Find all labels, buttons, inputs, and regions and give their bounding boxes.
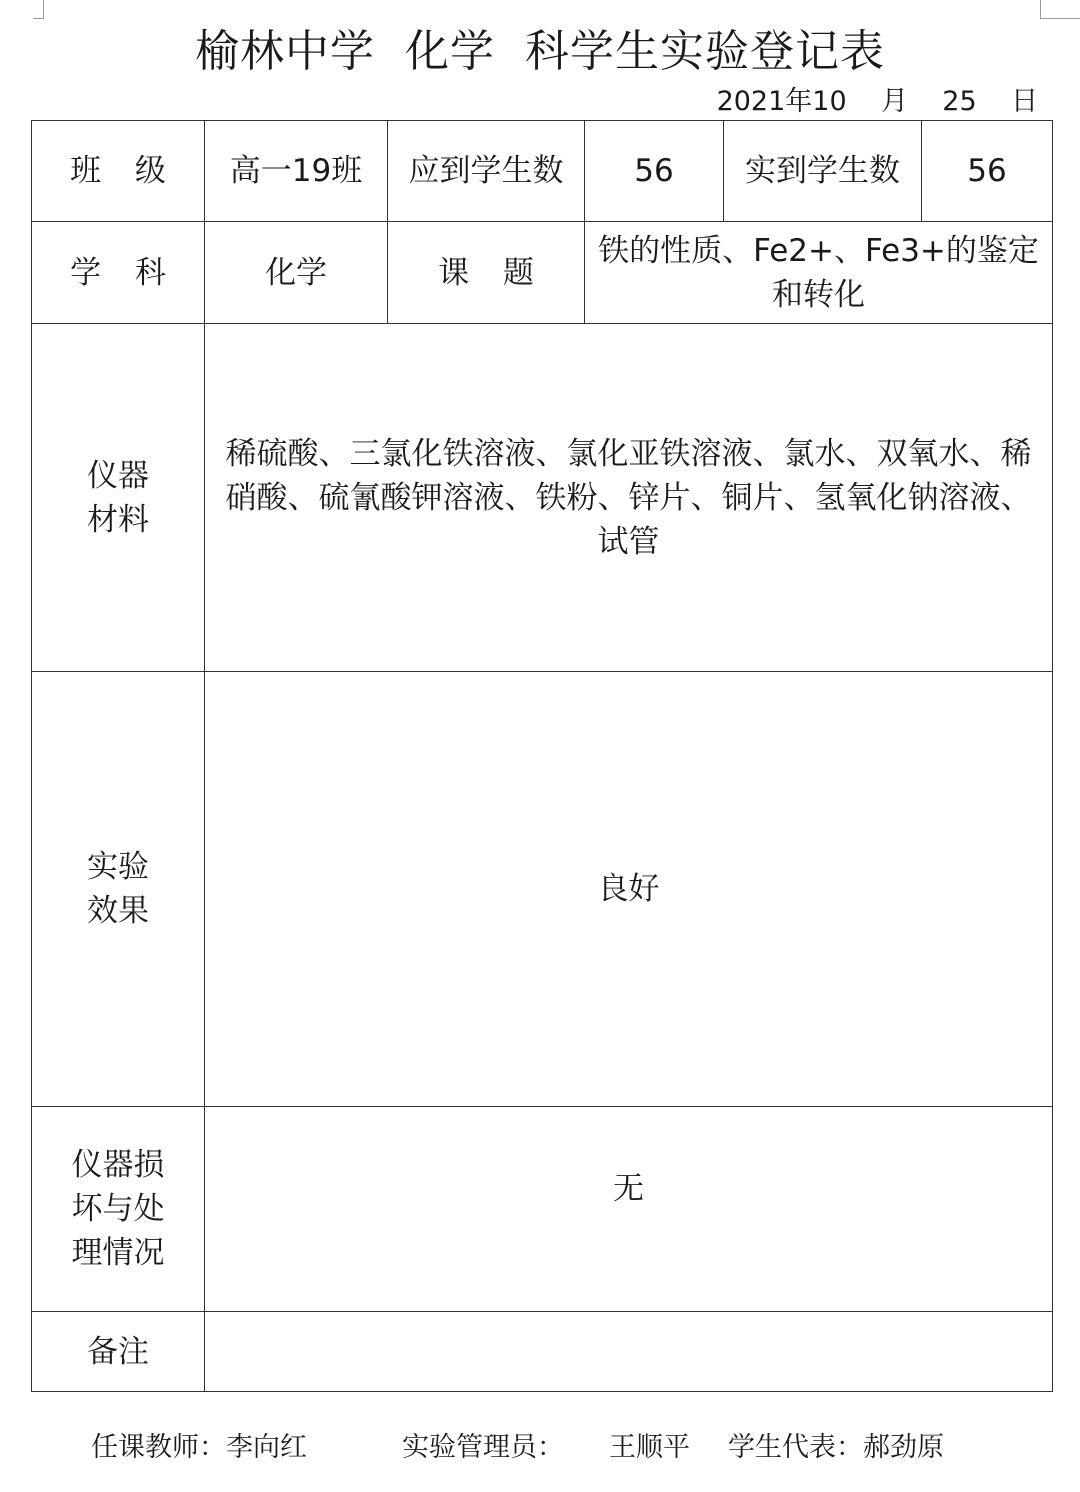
- table-row-remark: [32, 1312, 1053, 1392]
- remark-value-cell: [205, 1312, 1053, 1392]
- result-label: 实验效果: [87, 849, 149, 929]
- signature-line: [0, 1426, 1080, 1470]
- expected-value-cell: [585, 121, 724, 222]
- actual-students-label: 实到学生数: [745, 153, 900, 189]
- teacher-signature: 任课教师：李向红: [91, 1432, 307, 1463]
- result-value-cell: [205, 672, 1053, 1107]
- table-row-class: [32, 121, 1053, 222]
- class-value: 高一19班: [229, 153, 363, 189]
- damage-value-cell: [205, 1107, 1053, 1312]
- materials-value: 稀硫酸、三氯化铁溶液、氯化亚铁溶液、氯水、双氧水、稀硝酸、硫氰酸钾溶液、铁粉、锌片、铜片、氢氧化钠溶液、试管: [225, 435, 1032, 560]
- class-label-cell: [32, 121, 205, 222]
- damage-value: 无: [613, 1171, 644, 1207]
- class-value-cell: [205, 121, 388, 222]
- table-row-materials: [32, 324, 1053, 672]
- page-corner-mark-right: [1040, 0, 1080, 19]
- table-row-damage: [32, 1107, 1053, 1312]
- expected-label-cell: [388, 121, 585, 222]
- materials-value-cell: [205, 324, 1053, 672]
- result-label-cell: [32, 672, 205, 1107]
- page-corner-mark-left: [33, 0, 44, 19]
- class-label: 班 级: [70, 153, 178, 189]
- subject-label-cell: [32, 222, 205, 324]
- actual-label-cell: [724, 121, 922, 222]
- table-row-subject: [32, 222, 1053, 324]
- expected-students-label: 应到学生数: [408, 153, 564, 189]
- form-title: 榆林中学 化学 科学生实验登记表: [195, 26, 885, 77]
- subject-value-cell: [205, 222, 388, 324]
- remark-label: 备注: [87, 1333, 149, 1370]
- materials-label-cell: [32, 324, 205, 672]
- table-row-result: [32, 672, 1053, 1107]
- result-value: 良好: [597, 871, 660, 907]
- topic-value-cell: [585, 222, 1053, 324]
- topic-label: 课 题: [438, 254, 546, 291]
- admin-signature-label: 实验管理员：: [402, 1432, 564, 1463]
- registration-table: [31, 120, 1053, 1392]
- remark-label-cell: [32, 1312, 205, 1392]
- topic-label-cell: [388, 222, 585, 324]
- form-date: 2021年10 月 25 日: [716, 86, 1038, 117]
- subject-label: 学 科: [70, 254, 178, 291]
- student-rep-signature: 学生代表：郝劲原: [728, 1432, 944, 1463]
- damage-label-cell: [32, 1107, 205, 1312]
- actual-students-value: 56: [967, 153, 1007, 189]
- damage-label: 仪器损坏与处理情况: [71, 1147, 165, 1271]
- materials-label: 仪器材料: [87, 457, 149, 538]
- subject-value: 化学: [265, 254, 327, 291]
- expected-students-value: 56: [634, 153, 674, 189]
- topic-value: 铁的性质、Fe2+、Fe3+的鉴定和转化: [598, 232, 1039, 313]
- admin-signature-name: 王顺平: [609, 1432, 690, 1463]
- actual-value-cell: [922, 121, 1053, 222]
